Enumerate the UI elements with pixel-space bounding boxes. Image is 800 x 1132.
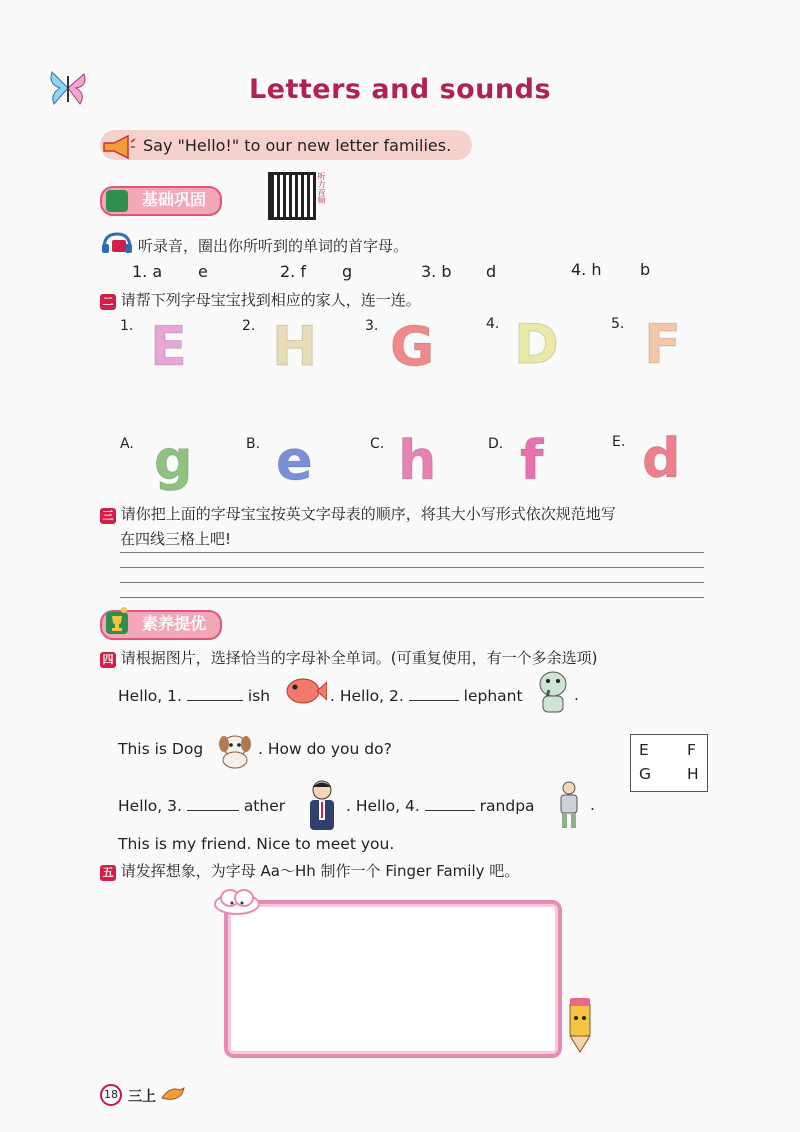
q2-lower-label: A. [120,436,134,452]
drawing-frame[interactable] [224,900,562,1058]
q4-line-3-end: . [590,796,595,814]
q2-lower-label: D. [488,436,504,452]
q1-choice[interactable]: f [300,262,306,281]
grandpa-icon [556,780,582,830]
writing-line [120,552,704,553]
fish-icon [283,674,327,708]
choice-F: F [687,741,696,759]
q2-lower-label: C. [370,436,385,452]
qr-code-icon[interactable] [268,172,316,220]
blank-3[interactable] [187,796,239,811]
q2-upper-number: 3. [365,318,379,334]
q4-line-3b: . Hello, 4. randpa [346,797,535,815]
q3-instruction-line1: 请你把上面的字母宝宝按英文字母表的顺序，将其大小写形式依次规范地写 [120,505,616,523]
q2-upper-number: 1. [120,318,134,334]
letter-F[interactable]: F [644,313,681,376]
q4-line-1-end: . [574,686,579,704]
q2-instruction: 请帮下列字母宝宝找到相应的家人，连一连。 [120,291,421,309]
q2-heading [100,289,421,310]
blank-2[interactable] [409,686,459,701]
page-title: Letters and sounds [248,74,552,105]
bird-icon [160,1082,186,1104]
q1-choice[interactable]: b [441,262,452,281]
choice-G: G [639,765,652,783]
q4-line-1b: . Hello, 2. lephant [330,687,523,705]
q4-number: 四 [100,652,116,668]
writing-line[interactable] [120,597,704,598]
headphones-icon [100,232,134,254]
letter-g[interactable]: g [154,429,193,492]
letter-D[interactable]: D [514,313,559,376]
q2-upper-number: 4. [486,316,500,332]
q5-instruction: 请发挥想象，为字母 Aa～Hh 制作一个 Finger Family 吧。 [120,862,520,880]
blank-4[interactable] [425,796,475,811]
letter-E[interactable]: E [150,315,187,378]
qr-label: 听力音频 [317,172,326,204]
q2-upper-number: 5. [611,316,625,332]
q1-choice[interactable]: g [342,262,353,281]
page-number: 18 [100,1084,122,1106]
letter-e[interactable]: e [276,429,313,492]
letter-d[interactable]: d [642,427,681,490]
grade-label: 三上 [128,1089,156,1105]
q1-choice[interactable]: h [591,260,602,279]
letter-H[interactable]: H [272,315,318,378]
letter-G[interactable]: G [390,315,435,378]
dog-icon [215,730,255,770]
section-basic-label: 基础巩固 [142,190,207,209]
section-advanced-label: 素养提优 [142,614,207,633]
q1-choice[interactable]: a [152,262,163,281]
blank-1[interactable] [187,686,243,701]
cloud-icon [212,886,262,916]
megaphone-icon [100,134,136,160]
q4-line-2b: . How do you do? [258,740,392,758]
elephant-icon [535,668,571,716]
intro-text: Say "Hello!" to our new letter families. [143,136,452,155]
q3-number: 三 [100,508,116,524]
pencil-character-icon [558,996,602,1056]
q5-heading [100,860,519,881]
letter-h[interactable]: h [398,429,437,492]
q1-instruction: 听录音，圈出你所听到的单词的首字母。 [138,237,409,255]
q2-lower-label: B. [246,436,261,452]
trophy-icon [104,606,130,636]
q2-number: 二 [100,294,116,310]
letter-f[interactable]: f [520,429,544,492]
q4-line-3: Hello, 3. ather [118,797,286,815]
q1-choice[interactable]: b [640,260,651,279]
q4-line-2a: This is Dog [118,740,204,758]
q1-choice[interactable]: e [198,262,208,281]
q1-option-2: 2. f [280,262,306,281]
writing-line [120,582,704,583]
q1-option-4: 4. h [571,260,602,279]
q4-line-4: This is my friend. Nice to meet you. [118,835,395,853]
writing-line [120,567,704,568]
q1-choice[interactable]: d [486,262,497,281]
choice-E: E [639,741,649,759]
q1-option-3: 3. b [421,262,452,281]
q4-instruction: 请根据图片，选择恰当的字母补全单词。(可重复使用，有一个多余选项) [120,649,598,667]
letter-choices-box [630,734,708,792]
q1-option-1: 1. a [132,262,163,281]
q4-heading [100,647,598,668]
notebook-icon [106,190,128,212]
father-icon [304,778,340,832]
q3-instruction-line2: 在四线三格上吧! [120,530,232,548]
q4-line-1: Hello, 1. ish [118,687,271,705]
q3-heading [100,503,616,524]
q2-upper-number: 2. [242,318,256,334]
q5-number: 五 [100,865,116,881]
choice-H: H [687,765,699,783]
q2-lower-label: E. [612,434,626,450]
